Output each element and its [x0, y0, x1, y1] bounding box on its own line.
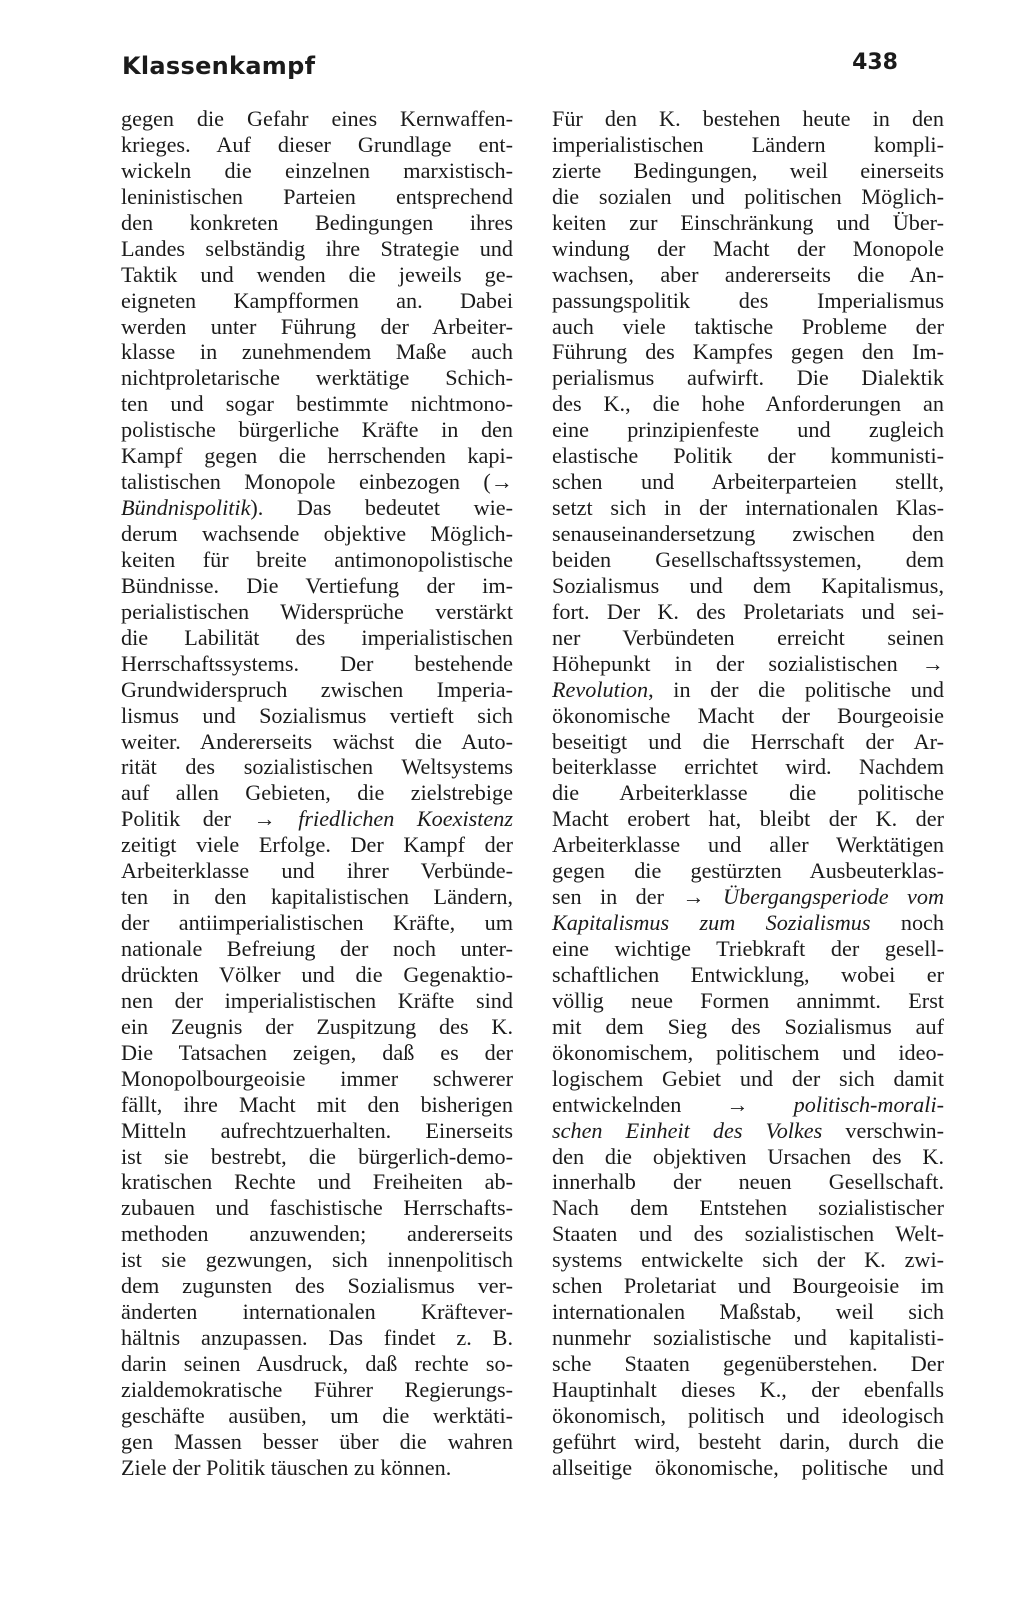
text-line: fort. Der K. des Proletariats und sei- [552, 598, 944, 624]
text-line: ner Verbündeten erreicht seinen [552, 624, 944, 650]
running-head: Klassenkampf [122, 52, 316, 80]
text-line: geführt wird, besteht darin, durch die [552, 1428, 944, 1454]
text-line: zeitigt viele Erfolge. Der Kampf der [121, 832, 513, 858]
text-line: änderten internationalen Kräftever- [121, 1299, 513, 1325]
text-line: leninistischen Parteien entsprechend [121, 183, 513, 209]
text-line: schen und Arbeiterparteien stellt, [552, 469, 944, 495]
text-line: perialistischen Widersprüche verstärkt [121, 598, 513, 624]
text-line: Hauptinhalt dieses K., der ebenfalls [552, 1376, 944, 1402]
text-line: des K., die hohe Anforderungen an [552, 391, 944, 417]
text-line: ist sie bestrebt, die bürgerlich-demo- [121, 1143, 513, 1169]
text-line: darin seinen Ausdruck, daß rechte so- [121, 1351, 513, 1376]
text-line: Höhepunkt in der sozialistischen → [552, 650, 944, 676]
text-line: Führung des Kampfes gegen den Im- [552, 339, 944, 365]
text-line: Grundwiderspruch zwischen Imperia- [121, 676, 513, 702]
text-line: Kapitalismus zum Sozialismus noch [552, 910, 944, 936]
text-line: den die objektiven Ursachen des K. [552, 1143, 944, 1169]
text-line: hältnis anzupassen. Das findet z. B. [121, 1325, 513, 1351]
text-line: imperialistischen Ländern kompli- [552, 131, 944, 157]
text-line: zubauen und faschistische Herrschafts- [121, 1195, 513, 1221]
text-line: gen Massen besser über die wahren [121, 1428, 513, 1454]
text-line: klasse in zunehmendem Maße auch [121, 339, 513, 365]
cross-reference-link: Übergangsperiode vom [723, 884, 944, 910]
text-line: nen der imperialistischen Kräfte sind [121, 987, 513, 1013]
text-line: perialismus aufwirft. Die Dialektik [552, 365, 944, 391]
text-line: wickeln die einzelnen marxistisch- [121, 157, 513, 183]
text-line: Mitteln aufrechtzuerhalten. Einerseits [121, 1117, 513, 1143]
text-line: mit dem Sieg des Sozialismus auf [552, 1013, 944, 1039]
text-line: zialdemokratische Führer Regierungs- [121, 1376, 513, 1402]
text-line: die sozialen und politischen Möglich- [552, 183, 944, 209]
text-line: Taktik und wenden die jeweils ge- [121, 261, 513, 287]
text-line: geschäfte ausüben, um die werktäti- [121, 1402, 513, 1428]
text-line: polistische bürgerliche Kräfte in den [121, 417, 513, 443]
text-line: dem zugunsten des Sozialismus ver- [121, 1273, 513, 1299]
text-line: Arbeiterklasse und ihrer Verbünde- [121, 858, 513, 884]
text-line: der antiimperialistischen Kräfte, um [121, 910, 513, 936]
text-line: ten und sogar bestimmte nichtmono- [121, 391, 513, 417]
text-line: drückten Völker und die Gegenaktio- [121, 961, 513, 987]
text-line: den konkreten Bedingungen ihres [121, 209, 513, 235]
text-line: schaftlichen Entwicklung, wobei er [552, 961, 944, 987]
cross-reference-link: politisch-morali- [793, 1091, 944, 1117]
text-line: rität des sozialistischen Weltsystems [121, 754, 513, 780]
text-line: fällt, ihre Macht mit den bisherigen [121, 1091, 513, 1117]
text-line: Herrschaftssystems. Der bestehende [121, 650, 513, 676]
text-line: ist sie gezwungen, sich innenpolitisch [121, 1247, 513, 1273]
text-line: nichtproletarische werktätige Schich- [121, 365, 513, 391]
text-line: eigneten Kampfformen an. Dabei [121, 287, 513, 313]
text-line: Sozialismus und dem Kapitalismus, [552, 572, 944, 598]
text-line: Landes selbständig ihre Strategie und [121, 235, 513, 261]
text-line: eine wichtige Triebkraft der gesell- [552, 936, 944, 961]
text-line: innerhalb der neuen Gesellschaft. [552, 1169, 944, 1195]
right-text-column [552, 106, 944, 1481]
text-line: die Labilität des imperialistischen [121, 624, 513, 650]
text-line: beseitigt und die Herrschaft der Ar- [552, 728, 944, 754]
text-line: schen Einheit des Volkes verschwin- [552, 1117, 944, 1143]
text-line: derum wachsende objektive Möglich- [121, 521, 513, 546]
text-line: methoden anzuwenden; andererseits [121, 1221, 513, 1247]
text-line: die Arbeiterklasse die politische [552, 780, 944, 806]
text-line: ein Zeugnis der Zuspitzung des K. [121, 1013, 513, 1039]
text-line: auch viele taktische Probleme der [552, 313, 944, 339]
text-line: keiten zur Einschränkung und Über- [552, 209, 944, 235]
text-line: beiden Gesellschaftssystemen, dem [552, 546, 944, 572]
text-line: beiterklasse errichtet wird. Nachdem [552, 754, 944, 780]
text-line: ökonomisch, politisch und ideologisch [552, 1402, 944, 1428]
text-line: systems entwickelte sich der K. zwi- [552, 1247, 944, 1273]
text-line: senauseinandersetzung zwischen den [552, 521, 944, 546]
text-line: Bündnisse. Die Vertiefung der im- [121, 572, 513, 598]
text-line: internationalen Maßstab, weil sich [552, 1299, 944, 1325]
text-line: zierte Bedingungen, weil einerseits [552, 157, 944, 183]
text-line: keiten für breite antimonopolistische [121, 546, 513, 572]
text-line: lismus und Sozialismus vertieft sich [121, 702, 513, 728]
text-line: weiter. Andererseits wächst die Auto- [121, 728, 513, 754]
text-line: Arbeiterklasse und aller Werktätigen [552, 832, 944, 858]
text-line: Politik der → friedlichen Koexistenz [121, 806, 514, 832]
text-line: Revolution, in der die politische und [552, 676, 944, 702]
text-line: werden unter Führung der Arbeiter- [121, 313, 513, 339]
text-line: Ziele der Politik täuschen zu können. [121, 1454, 452, 1480]
text-line: Bündnispolitik). Das bedeutet wie- [121, 495, 513, 521]
text-line: passungspolitik des Imperialismus [552, 287, 944, 313]
text-line: nunmehr sozialistische und kapitalisti- [552, 1325, 944, 1351]
cross-reference-link: friedlichen Koexistenz [298, 806, 514, 832]
text-line: talistischen Monopole einbezogen (→ [121, 469, 513, 495]
text-line: setzt sich in der internationalen Klas- [552, 495, 944, 521]
text-line: Staaten und des sozialistischen Welt- [552, 1221, 944, 1247]
text-line: ökonomische Macht der Bourgeoisie [552, 702, 944, 728]
text-line: schen Proletariat und Bourgeoisie im [552, 1273, 944, 1299]
page-number: 438 [852, 50, 898, 75]
text-line: ten in den kapitalistischen Ländern, [121, 884, 513, 910]
text-line: sche Staaten gegenüberstehen. Der [552, 1351, 944, 1376]
text-line: völlig neue Formen annimmt. Erst [552, 987, 944, 1013]
text-line: Für den K. bestehen heute in den [552, 106, 944, 131]
text-line: Die Tatsachen zeigen, daß es der [121, 1039, 513, 1065]
text-line: wachsen, aber andererseits die An- [552, 261, 944, 287]
text-line: allseitige ökonomische, politische und [552, 1454, 944, 1480]
text-line: kratischen Rechte und Freiheiten ab- [121, 1169, 513, 1195]
text-line: sen in der → Übergangsperiode vom [552, 884, 944, 910]
text-line: Macht erobert hat, bleibt der K. der [552, 806, 944, 832]
text-line: Kampf gegen die herrschenden kapi- [121, 443, 513, 469]
cross-reference-link: Bündnispolitik [121, 495, 251, 521]
text-line: auf allen Gebieten, die zielstrebige [121, 780, 513, 806]
text-line: windung der Macht der Monopole [552, 235, 944, 261]
cross-reference-link: schen Einheit des Volkes [552, 1117, 823, 1143]
text-line: eine prinzipienfeste und zugleich [552, 417, 944, 443]
text-line: nationale Befreiung der noch unter- [121, 936, 513, 961]
text-line: gegen die Gefahr eines Kernwaffen- [121, 106, 513, 131]
cross-reference-link: Revolution [552, 676, 649, 702]
text-line: elastische Politik der kommunisti- [552, 443, 944, 469]
text-line: krieges. Auf dieser Grundlage ent- [121, 131, 513, 157]
text-line: logischem Gebiet und der sich damit [552, 1065, 944, 1091]
text-line: Monopolbourgeoisie immer schwerer [121, 1065, 513, 1091]
cross-reference-link: Kapitalismus zum Sozialismus [552, 910, 871, 936]
text-line: entwickelnden → politisch-morali- [552, 1091, 944, 1117]
page-header [122, 52, 922, 92]
text-line: ökonomischem, politischem und ideo- [552, 1039, 944, 1065]
text-line: Nach dem Entstehen sozialistischer [552, 1195, 944, 1221]
text-line: gegen die gestürzten Ausbeuterklas- [552, 858, 944, 884]
left-text-column [121, 106, 513, 1481]
